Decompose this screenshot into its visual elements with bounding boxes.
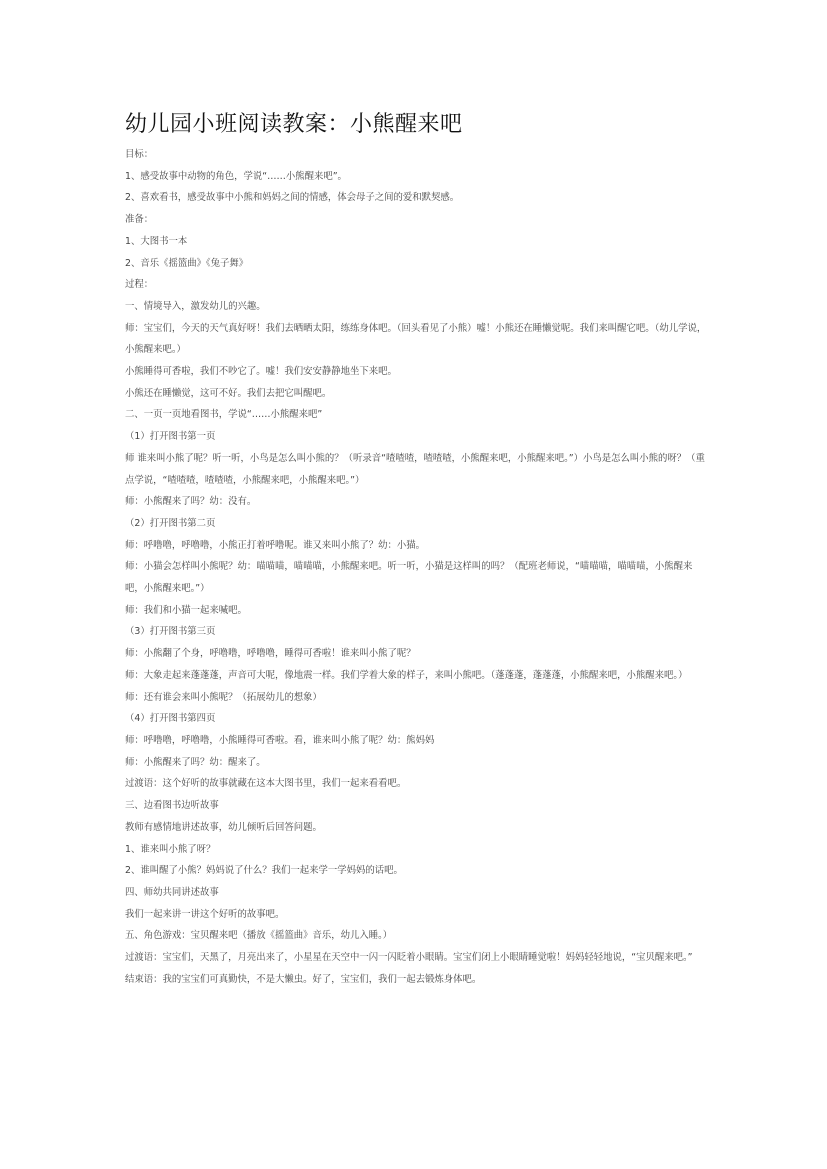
paragraph-section-2: 二、一页一页地看图书，学说“……小熊醒来吧” — [125, 409, 323, 421]
paragraph-text: 师：呼噜噜，呼噜噜，小熊正打着呼噜呢。谁又来叫小熊了？幼：小猫。 — [125, 539, 426, 551]
paragraph-text: 过渡语：这个好听的故事就藏在这本大图书里，我们一起来看看吧。 — [125, 778, 407, 790]
paragraph-text: 师：呼噜噜，呼噜噜，小熊睡得可香啦。看，谁来叫小熊了呢？幼：熊妈妈 — [125, 734, 435, 746]
paragraph-goal-1: 1、感受故事中动物的角色，学说“……小熊醒来吧”。 — [125, 170, 347, 182]
paragraph-text: 师：小猫会怎样叫小熊呢？幼：喵喵喵，喵喵喵，小熊醒来吧。听一听，小猫是这样叫的吗？（配班老师说，“喵喵喵，喵喵喵，小熊醒来吧，小熊醒来吧。”） — [125, 561, 693, 595]
paragraph-text: 师：大象走起来蓬蓬蓬，声音可大呢，像地震一样。我们学着大象的样子，来叫小熊吧。（蓬蓬蓬，蓬蓬蓬，小熊醒来吧，小熊醒来吧。） — [125, 669, 688, 681]
paragraph-text: 师 谁来叫小熊了呢？听一听，小鸟是怎么叫小熊的？（听录音“喳喳喳，喳喳喳，小熊醒来吧，小熊醒来吧。”）小鸟是怎么叫小熊的呀？（重点学说，“喳喳喳，喳喳喳，小熊醒来吧，小熊醒来吧。”） — [125, 452, 705, 486]
paragraph-text: 师：小熊醒来了吗？幼：没有。 — [125, 496, 257, 508]
paragraph-closing: 结束语：我的宝宝们可真勤快，不是大懒虫。好了，宝宝们，我们一起去锻炼身体吧。 — [125, 973, 482, 985]
paragraph-text: 师：还有谁会来叫小熊呢？（拓展幼儿的想象） — [125, 691, 322, 703]
paragraph-section-3: 三、边看图书边听故事 — [125, 800, 219, 812]
paragraph-section-1: 一、情境导入，激发幼儿的兴趣。 — [125, 300, 266, 312]
paragraph-subheading: （4）打开图书第四页 — [125, 713, 216, 725]
document-title: 幼儿园小班阅读教案：小熊醒来吧 — [125, 112, 463, 137]
paragraph-text: 师：小熊翻了个身，呼噜噜，呼噜噜，睡得可香啦！谁来叫小熊了呢？ — [125, 648, 416, 660]
paragraph-text: 我们一起来讲一讲这个好听的故事吧。 — [125, 908, 285, 920]
paragraph-text: 小熊睡得可香啦，我们不吵它了。嘘！我们安安静静地坐下来吧。 — [125, 366, 397, 378]
paragraph-text: 过渡语：宝宝们，天黑了，月亮出来了，小星星在天空中一闪一闪眨着小眼睛。宝宝们闭上小眼睛睡觉啦！妈妈轻轻地说，“宝贝醒来吧。” — [125, 952, 693, 964]
paragraph-text: 教师有感情地讲述故事，幼儿倾听后回答问题。 — [125, 821, 322, 833]
document-body — [125, 144, 710, 990]
paragraph-prep-1: 1、大图书一本 — [125, 235, 188, 247]
paragraph-text: 师：小熊醒来了吗？幼：醒来了。 — [125, 756, 266, 768]
paragraph-subheading: （2）打开图书第二页 — [125, 517, 216, 529]
paragraph-prep-2: 2、音乐《摇篮曲》《兔子舞》 — [125, 257, 249, 269]
paragraph-section-4: 四、师幼共同讲述故事 — [125, 886, 219, 898]
paragraph-question-2: 2、谁叫醒了小熊？妈妈说了什么？我们一起来学一学妈妈的话吧。 — [125, 865, 403, 877]
paragraph-process-heading: 过程： — [125, 279, 154, 291]
paragraph-subheading: （1）打开图书第一页 — [125, 431, 216, 443]
paragraph-text: 小熊还在睡懒觉，这可不好。我们去把它叫醒吧。 — [125, 387, 332, 399]
paragraph-section-5: 五、角色游戏：宝贝醒来吧（播放《摇篮曲》音乐，幼儿入睡。） — [125, 930, 393, 942]
paragraph-goal-2: 2、喜欢看书，感受故事中小熊和妈妈之间的情感，体会母子之间的爱和默契感。 — [125, 192, 460, 204]
paragraph-text: 师：我们和小猫一起来喊吧。 — [125, 604, 247, 616]
paragraph-text: 师：宝宝们，今天的天气真好呀！我们去晒晒太阳，练练身体吧。（回头看见了小熊）嘘！小熊还在睡懒觉呢。我们来叫醒它吧。（幼儿学说，小熊醒来吧。） — [125, 322, 707, 356]
paragraph-subheading: （3）打开图书第三页 — [125, 626, 216, 638]
paragraph-goals-heading: 目标： — [125, 149, 154, 160]
paragraph-prep-heading: 准备： — [125, 214, 154, 226]
paragraph-question-1: 1、谁来叫小熊了呀？ — [125, 843, 216, 855]
